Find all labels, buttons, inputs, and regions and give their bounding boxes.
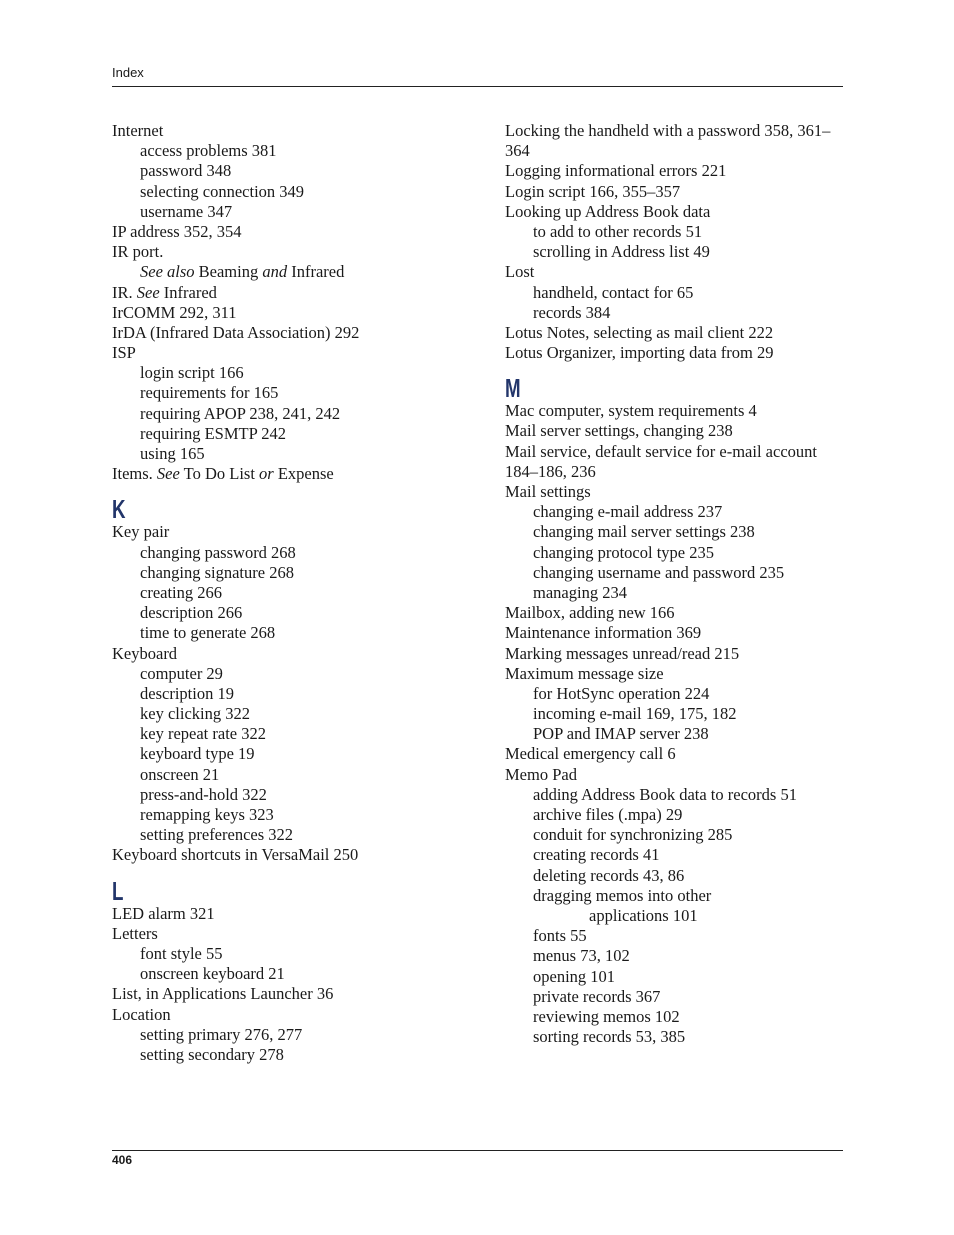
index-subentry: press-and-hold 322 (140, 784, 267, 804)
index-subentry: username 347 (140, 201, 233, 221)
subentries-looking-up (505, 222, 850, 262)
index-entry-irda: IrDA (Infrared Data Association) 292 (112, 322, 360, 342)
index-subentry: creating 266 (140, 582, 223, 602)
index-subentry: changing e-mail address 237 (533, 502, 723, 522)
index-subentry: requirements for 165 (140, 383, 279, 403)
index-subentry: sorting records 53, 385 (533, 1027, 686, 1047)
index-subentry: access problems 381 (140, 141, 277, 161)
index-subentry: setting primary 276, 277 (140, 1024, 303, 1044)
index-subentry: handheld, contact for 65 (533, 282, 694, 302)
index-subentry-see-also (112, 262, 462, 282)
index-subentry: creating records 41 (533, 845, 660, 865)
index-entry-looking-up: Looking up Address Book data (505, 201, 711, 221)
subentries-letters (112, 944, 462, 984)
index-entry-maintenance: Maintenance information 369 (505, 623, 702, 643)
index-subentry: setting secondary 278 (140, 1044, 284, 1064)
index-entry-led-alarm: LED alarm 321 (112, 903, 215, 923)
index-subentry: incoming e-mail 169, 175, 182 (533, 704, 737, 724)
index-subentry: deleting records 43, 86 (533, 865, 685, 885)
index-subentry: description 266 (140, 603, 243, 623)
index-subentry: onscreen 21 (140, 764, 220, 784)
index-subentry: selecting connection 349 (140, 181, 305, 201)
index-entry-lotus-organizer: Lotus Organizer, importing data from 29 (505, 343, 774, 363)
entry-term: IR. (112, 282, 137, 302)
index-entry-key-pair: Key pair (112, 522, 170, 542)
index-subentry: records 384 (533, 302, 611, 322)
index-entry-ir (112, 283, 462, 303)
index-subentry: login script 166 (140, 363, 244, 383)
index-subentry: keyboard type 19 (140, 744, 255, 764)
running-header: Index (112, 65, 144, 80)
subentries-internet (112, 141, 462, 222)
index-entry-ir-port: IR port. (112, 242, 164, 262)
index-subentry: changing username and password 235 (533, 562, 785, 582)
index-entry-ircomm: IrCOMM 292, 311 (112, 302, 237, 322)
index-subentry: onscreen keyboard 21 (140, 964, 285, 984)
index-subentry: setting preferences 322 (140, 825, 294, 845)
index-subentry: changing protocol type 235 (533, 542, 715, 562)
and-label: and (262, 262, 288, 282)
index-subentry: changing mail server settings 238 (533, 522, 755, 542)
index-column-left (112, 121, 462, 1065)
index-subentry: using 165 (140, 444, 205, 463)
subentries-max-size (505, 684, 850, 745)
see-also-label: See also (140, 262, 195, 282)
subentries-key-pair (112, 543, 462, 644)
index-subentry: adding Address Book data to records 51 (533, 784, 797, 804)
see-label: See (136, 282, 160, 302)
index-subentry: private records 367 (533, 986, 661, 1006)
index-subentry: for HotSync operation 224 (533, 683, 710, 703)
index-entry-letters: Letters (112, 923, 158, 943)
subentries-memo-pad (505, 785, 850, 1047)
footer-rule (112, 1150, 843, 1151)
or-label: or (259, 464, 274, 484)
index-entry-lotus-notes: Lotus Notes, selecting as mail client 222 (505, 322, 774, 342)
index-subentry: reviewing memos 102 (533, 1006, 680, 1026)
subentries-isp (112, 363, 462, 464)
cross-ref-beaming: Beaming (194, 262, 263, 282)
index-subentry: scrolling in Address list 49 (533, 242, 710, 262)
index-subentry: archive files (.mpa) 29 (533, 805, 683, 825)
index-subentry: POP and IMAP server 238 (533, 724, 709, 744)
index-subentry: remapping keys 323 (140, 805, 274, 824)
index-subentry: description 19 (140, 683, 234, 703)
index-subentry: font style 55 (140, 943, 223, 963)
index-subentry: changing signature 268 (140, 562, 294, 582)
index-subentry: opening 101 (533, 966, 616, 986)
index-entry-ip-address: IP address 352, 354 (112, 221, 242, 241)
index-subentry: managing 234 (533, 582, 627, 602)
index-subentry: computer 29 (140, 663, 223, 683)
section-letter-k: K (112, 494, 126, 525)
index-entry-location: Location (112, 1004, 171, 1024)
index-entry-mail-settings: Mail settings (505, 482, 591, 502)
subentries-keyboard (112, 664, 462, 846)
index-entry-mac: Mac computer, system requirements 4 (505, 401, 757, 421)
index-entry-items (112, 464, 462, 484)
cross-ref-infrared: Infrared (287, 262, 345, 282)
index-subentry: time to generate 268 (140, 623, 276, 643)
index-entry-marking: Marking messages unread/read 215 (505, 643, 740, 663)
index-subentry-continuation: applications 101 (589, 905, 698, 925)
index-entry-keyboard-shortcuts: Keyboard shortcuts in VersaMail 250 (112, 845, 359, 865)
index-entry-login-script: Login script 166, 355–357 (505, 181, 681, 201)
index-entry-isp: ISP (112, 343, 136, 363)
subentries-mail-settings (505, 502, 850, 603)
section-letter-m: M (505, 373, 521, 404)
index-entry-internet: Internet (112, 121, 164, 140)
index-subentry: changing password 268 (140, 542, 296, 562)
cross-ref-todo: To Do List (179, 464, 260, 484)
subentries-lost (505, 283, 850, 323)
index-column-right (505, 121, 850, 1047)
index-entry-locking: Locking the handheld with a password 358, 361–364 (505, 121, 831, 161)
cross-ref: Infrared (159, 282, 217, 302)
page-number: 406 (112, 1153, 133, 1167)
index-entry-max-size: Maximum message size (505, 663, 664, 683)
cross-ref-expense: Expense (273, 464, 334, 484)
index-entry-mail-server: Mail server settings, changing 238 (505, 421, 733, 441)
index-entry-memo-pad: Memo Pad (505, 764, 577, 784)
index-subentry: menus 73, 102 (533, 946, 630, 966)
index-subentry: key clicking 322 (140, 704, 250, 724)
see-label: See (156, 464, 180, 484)
index-subentry: to add to other records 51 (533, 221, 703, 241)
index-subentry: fonts 55 (533, 926, 587, 946)
index-entry-keyboard: Keyboard (112, 643, 178, 663)
subentries-location (112, 1025, 462, 1065)
header-rule (112, 86, 843, 87)
section-letter-l: L (112, 875, 124, 906)
index-entry-mailbox: Mailbox, adding new 166 (505, 603, 675, 623)
index-subentry: dragging memos into other (533, 885, 712, 905)
entry-term: Items. (112, 464, 157, 484)
index-entry-medical: Medical emergency call 6 (505, 744, 676, 764)
index-entry-logging: Logging informational errors 221 (505, 161, 727, 181)
index-entry-mail-service: Mail service, default service for e-mail account 184–186, 236 (505, 441, 817, 481)
index-entry-lost: Lost (505, 262, 535, 282)
index-subentry: requiring ESMTP 242 (140, 423, 287, 443)
index-subentry: password 348 (140, 161, 232, 181)
index-subentry: conduit for synchronizing 285 (533, 825, 733, 845)
index-subentry: requiring APOP 238, 241, 242 (140, 403, 341, 423)
index-subentry: key repeat rate 322 (140, 724, 266, 744)
index-entry-list: List, in Applications Launcher 36 (112, 984, 334, 1004)
